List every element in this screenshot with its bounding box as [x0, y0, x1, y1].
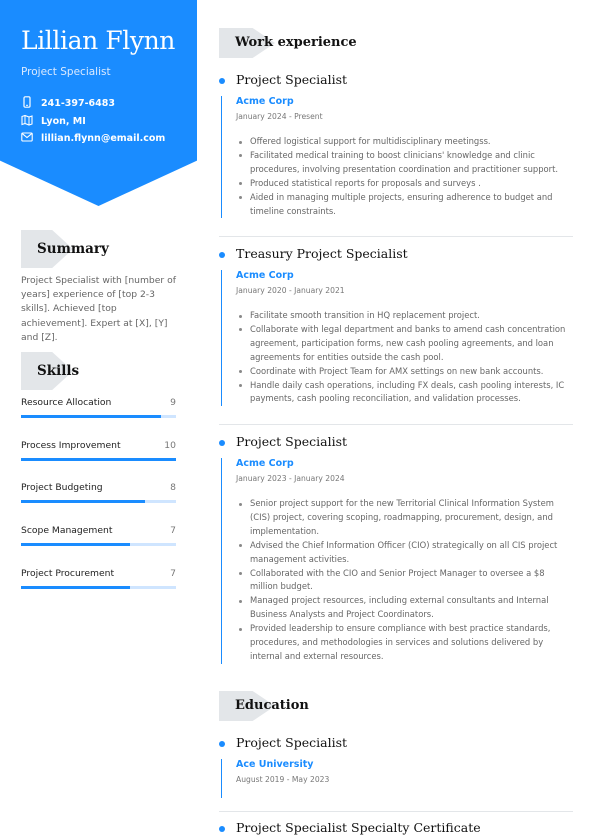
job-bullet: Senior project support for the new Territorial Clinical Information System (CIS) project, covering scoping, roadmapping, procurement, design, and implementation. [236, 497, 573, 539]
job-bullets [236, 309, 573, 406]
job-dates: January 2023 - January 2024 [236, 474, 345, 483]
skill-name: Project Budgeting [21, 482, 103, 493]
skill-bar [21, 458, 176, 461]
skill-level: 9 [170, 397, 176, 408]
skill-name: Scope Management [21, 525, 113, 536]
education-title: Education [235, 698, 309, 713]
job-entry [219, 434, 573, 664]
map-icon [21, 114, 33, 129]
timeline-dot [219, 78, 225, 84]
job-bullet: Facilitate smooth transition in HQ replacement project. [236, 309, 573, 323]
timeline-dot [219, 741, 225, 747]
contact-email[interactable] [21, 131, 165, 146]
skill-name: Process Improvement [21, 440, 121, 451]
right-column [197, 0, 594, 838]
candidate-name: Lillian Flynn [21, 26, 176, 55]
job-entry [219, 246, 573, 406]
job-bullet: Collaborate with legal department and banks to amend cash concentration agreement, participation forms, new cash pooling agreements, and loan agreements for entities outside the cash pool. [236, 323, 573, 365]
skill-bar-fill [21, 500, 145, 503]
job-body [221, 270, 573, 406]
skill-bar [21, 415, 176, 418]
skill-bar-fill [21, 458, 176, 461]
divider [219, 424, 573, 425]
job-bullet: Managed project resources, including external consultants and Internal Business Analysts and Project Coordinators. [236, 594, 573, 622]
job-bullet: Collaborated with the CIO and Senior Project Manager to oversee a $8 million budget. [236, 567, 573, 595]
skill-level: 7 [170, 568, 176, 579]
skill-level: 10 [164, 440, 176, 451]
skill-item [21, 482, 176, 503]
phone-icon [21, 96, 33, 111]
education-body [221, 759, 573, 798]
contact-phone [21, 96, 115, 111]
phone-text: 241-397-6483 [41, 98, 115, 109]
divider [219, 236, 573, 237]
skill-bar-fill [21, 586, 130, 589]
summary-text: Project Specialist with [number of years] experience of [top 2-3 skills]. Achieved [top achievement]. Expert at [X], [Y] and [Z]. [21, 275, 176, 343]
job-bullet: Handle daily cash operations, including FX deals, cash pooling interests, IC payments, cash pooling reconciliation, and validation processes. [236, 379, 573, 407]
skill-bar-fill [21, 415, 161, 418]
timeline-dot [219, 826, 225, 832]
summary-heading [21, 230, 109, 268]
education-entry [219, 735, 573, 798]
skill-item [21, 397, 176, 418]
job-dates: January 2020 - January 2021 [236, 286, 345, 295]
skills-title: Skills [37, 363, 80, 379]
skill-level: 7 [170, 525, 176, 536]
mail-icon [21, 131, 33, 146]
divider [219, 811, 573, 812]
work-title: Work experience [235, 35, 357, 50]
education-degree: Project Specialist Specialty Certificate [236, 820, 481, 835]
job-company: Acme Corp [236, 458, 294, 469]
timeline-dot [219, 440, 225, 446]
timeline-dot [219, 252, 225, 258]
summary-title: Summary [37, 241, 109, 257]
candidate-role: Project Specialist [21, 66, 111, 78]
skill-bar [21, 543, 176, 546]
job-bullet: Provided leadership to ensure compliance with best practice standards, procedures, and methodologies in services and solutions delivered by internal and external resources. [236, 622, 573, 664]
job-bullet: Aided in managing multiple projects, ensuring adherence to budget and timeline constraints. [236, 191, 573, 219]
skill-item [21, 440, 176, 461]
skill-item [21, 568, 176, 589]
job-title: Project Specialist [236, 72, 348, 87]
job-title: Treasury Project Specialist [236, 246, 408, 261]
contact-location [21, 114, 86, 129]
job-bullets [236, 135, 573, 218]
job-dates: January 2024 - Present [236, 112, 323, 121]
skill-level: 8 [170, 482, 176, 493]
education-entry [219, 820, 573, 835]
skill-item [21, 525, 176, 546]
skill-name: Resource Allocation [21, 397, 112, 408]
job-bullets [236, 497, 573, 664]
job-bullet: Advised the Chief Information Officer (CIO) strategically on all CIS project management activities. [236, 539, 573, 567]
education-school: Ace University [236, 759, 314, 770]
job-company: Acme Corp [236, 270, 294, 281]
education-degree: Project Specialist [236, 735, 348, 750]
skill-bar [21, 586, 176, 589]
job-company: Acme Corp [236, 96, 294, 107]
job-body [221, 96, 573, 218]
job-bullet: Facilitated medical training to boost clinicians' knowledge and clinic procedures, involving presentation coordination and practitioner support. [236, 149, 573, 177]
skill-name: Project Procurement [21, 568, 115, 579]
job-bullet: Offered logistical support for multidisciplinary meetingss. [236, 135, 573, 149]
location-text: Lyon, MI [41, 116, 86, 127]
job-bullet: Produced statistical reports for proposals and surveys . [236, 177, 573, 191]
job-entry [219, 72, 573, 218]
skills-heading [21, 352, 79, 390]
left-column [0, 0, 197, 838]
job-title: Project Specialist [236, 434, 348, 449]
job-body [221, 458, 573, 664]
skill-bar [21, 500, 176, 503]
email-link[interactable]: lillian.flynn@email.com [41, 133, 166, 144]
education-dates: August 2019 - May 2023 [236, 775, 330, 784]
skill-bar-fill [21, 543, 130, 546]
job-bullet: Coordinate with Project Team for AMX settings on new bank accounts. [236, 365, 573, 379]
